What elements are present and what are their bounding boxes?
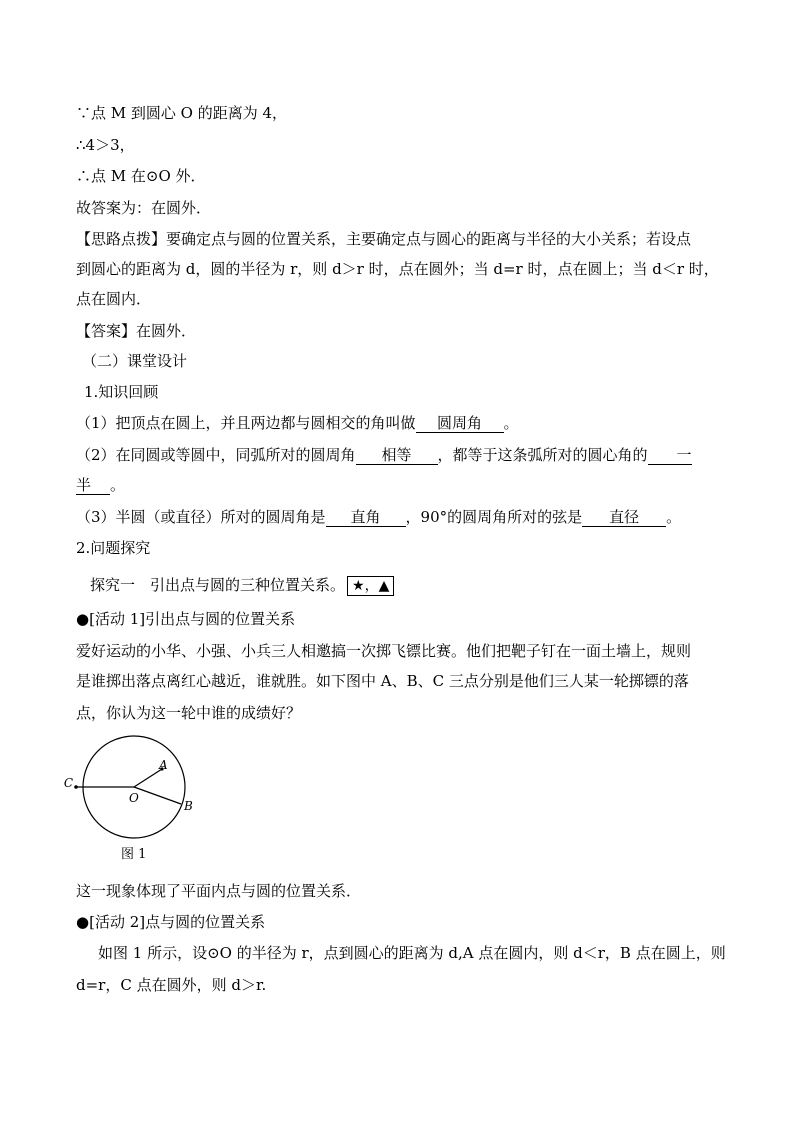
label-c: C <box>63 776 73 790</box>
activity-title: ●[活动 2]点与圆的位置关系 <box>76 913 266 931</box>
question-text: （1）把顶点在圆上，并且两边都与圆相交的角叫做 <box>76 414 416 432</box>
question-2-cont <box>76 474 736 496</box>
text-line: ∴点 M 在⊙O 外． <box>76 167 206 185</box>
answer-line: 【答案】在圆外． <box>76 322 197 340</box>
question-text: 。 <box>503 414 519 432</box>
section-heading: （二）课堂设计 <box>82 352 188 370</box>
answer-blank: 相等 <box>356 446 438 465</box>
question-2 <box>76 444 736 466</box>
paragraph-line: 如图 1 所示，设⊙O 的半径为 r，点到圆心的距离为 d,A 点在圆内，则 d＜r，B 点在圆上，则 <box>98 944 726 962</box>
question-3 <box>76 506 736 528</box>
question-text: （2）在同圆或等圆中，同弧所对的圆周角 <box>76 446 356 464</box>
answer-blank: 圆周角 <box>416 414 504 433</box>
label-b: B <box>184 799 193 813</box>
text-line: ∵点 M 到圆心 O 的距离为 4， <box>76 104 288 122</box>
answer-blank: 一 <box>648 446 692 465</box>
difficulty-badge: ★，▲ <box>347 576 394 596</box>
paragraph-line: 点，你认为这一轮中谁的成绩好？ <box>76 704 302 722</box>
segment-oa <box>134 769 162 787</box>
paragraph-line: 爱好运动的小华、小强、小兵三人相邀搞一次掷飞镖比赛。他们把靶子钉在一面土墙上，规则 <box>76 642 692 660</box>
subsection-heading: 1.知识回顾 <box>84 383 159 401</box>
explore-heading <box>90 574 750 596</box>
answer-blank: 半 <box>76 476 110 495</box>
question-text: 。 <box>666 508 682 526</box>
section-heading: 2.问题探究 <box>76 539 151 557</box>
label-o: O <box>129 791 139 805</box>
paragraph-line: 是谁掷出落点离红心越近，谁就胜。如下图中 A、B、C 三点分别是他们三人某一轮掷镖的落 <box>76 672 689 690</box>
question-text: ，都等于这条弧所对的圆心角的 <box>437 446 648 464</box>
hint-line: 【思路点拨】要确定点与圆的位置关系，主要确定点与圆心的距离与半径的大小关系；若设点 <box>76 230 692 248</box>
answer-blank: 直角 <box>326 508 406 527</box>
text-line: ∴4＞3， <box>76 136 135 154</box>
figure-caption: 图 1 <box>121 847 147 862</box>
hint-line: 点在圆内． <box>76 290 152 308</box>
circle-figure <box>63 735 206 867</box>
point-c <box>74 785 78 789</box>
paragraph-line: d=r，C 点在圆外，则 d＞r. <box>76 976 267 994</box>
activity-title: ●[活动 1]引出点与圆的位置关系 <box>76 610 296 628</box>
question-text: 。 <box>110 476 126 494</box>
text-line: 故答案为：在圆外． <box>76 199 212 217</box>
hint-line: 到圆心的距离为 d，圆的半径为 r，则 d＞r 时，点在圆外；当 d=r 时，点在圆上；当 d＜r 时， <box>76 260 719 278</box>
question-text: （3）半圆（或直径）所对的圆周角是 <box>76 508 326 526</box>
question-1 <box>76 412 736 434</box>
answer-blank: 直径 <box>582 508 666 527</box>
paragraph-line: 这一现象体现了平面内点与圆的位置关系． <box>76 882 362 900</box>
question-text: ，90°的圆周角所对的弦是 <box>405 508 583 526</box>
label-a: A <box>159 758 168 772</box>
segment-ob <box>134 787 181 804</box>
explore-text: 探究一 引出点与圆的三种位置关系。 <box>90 576 346 594</box>
